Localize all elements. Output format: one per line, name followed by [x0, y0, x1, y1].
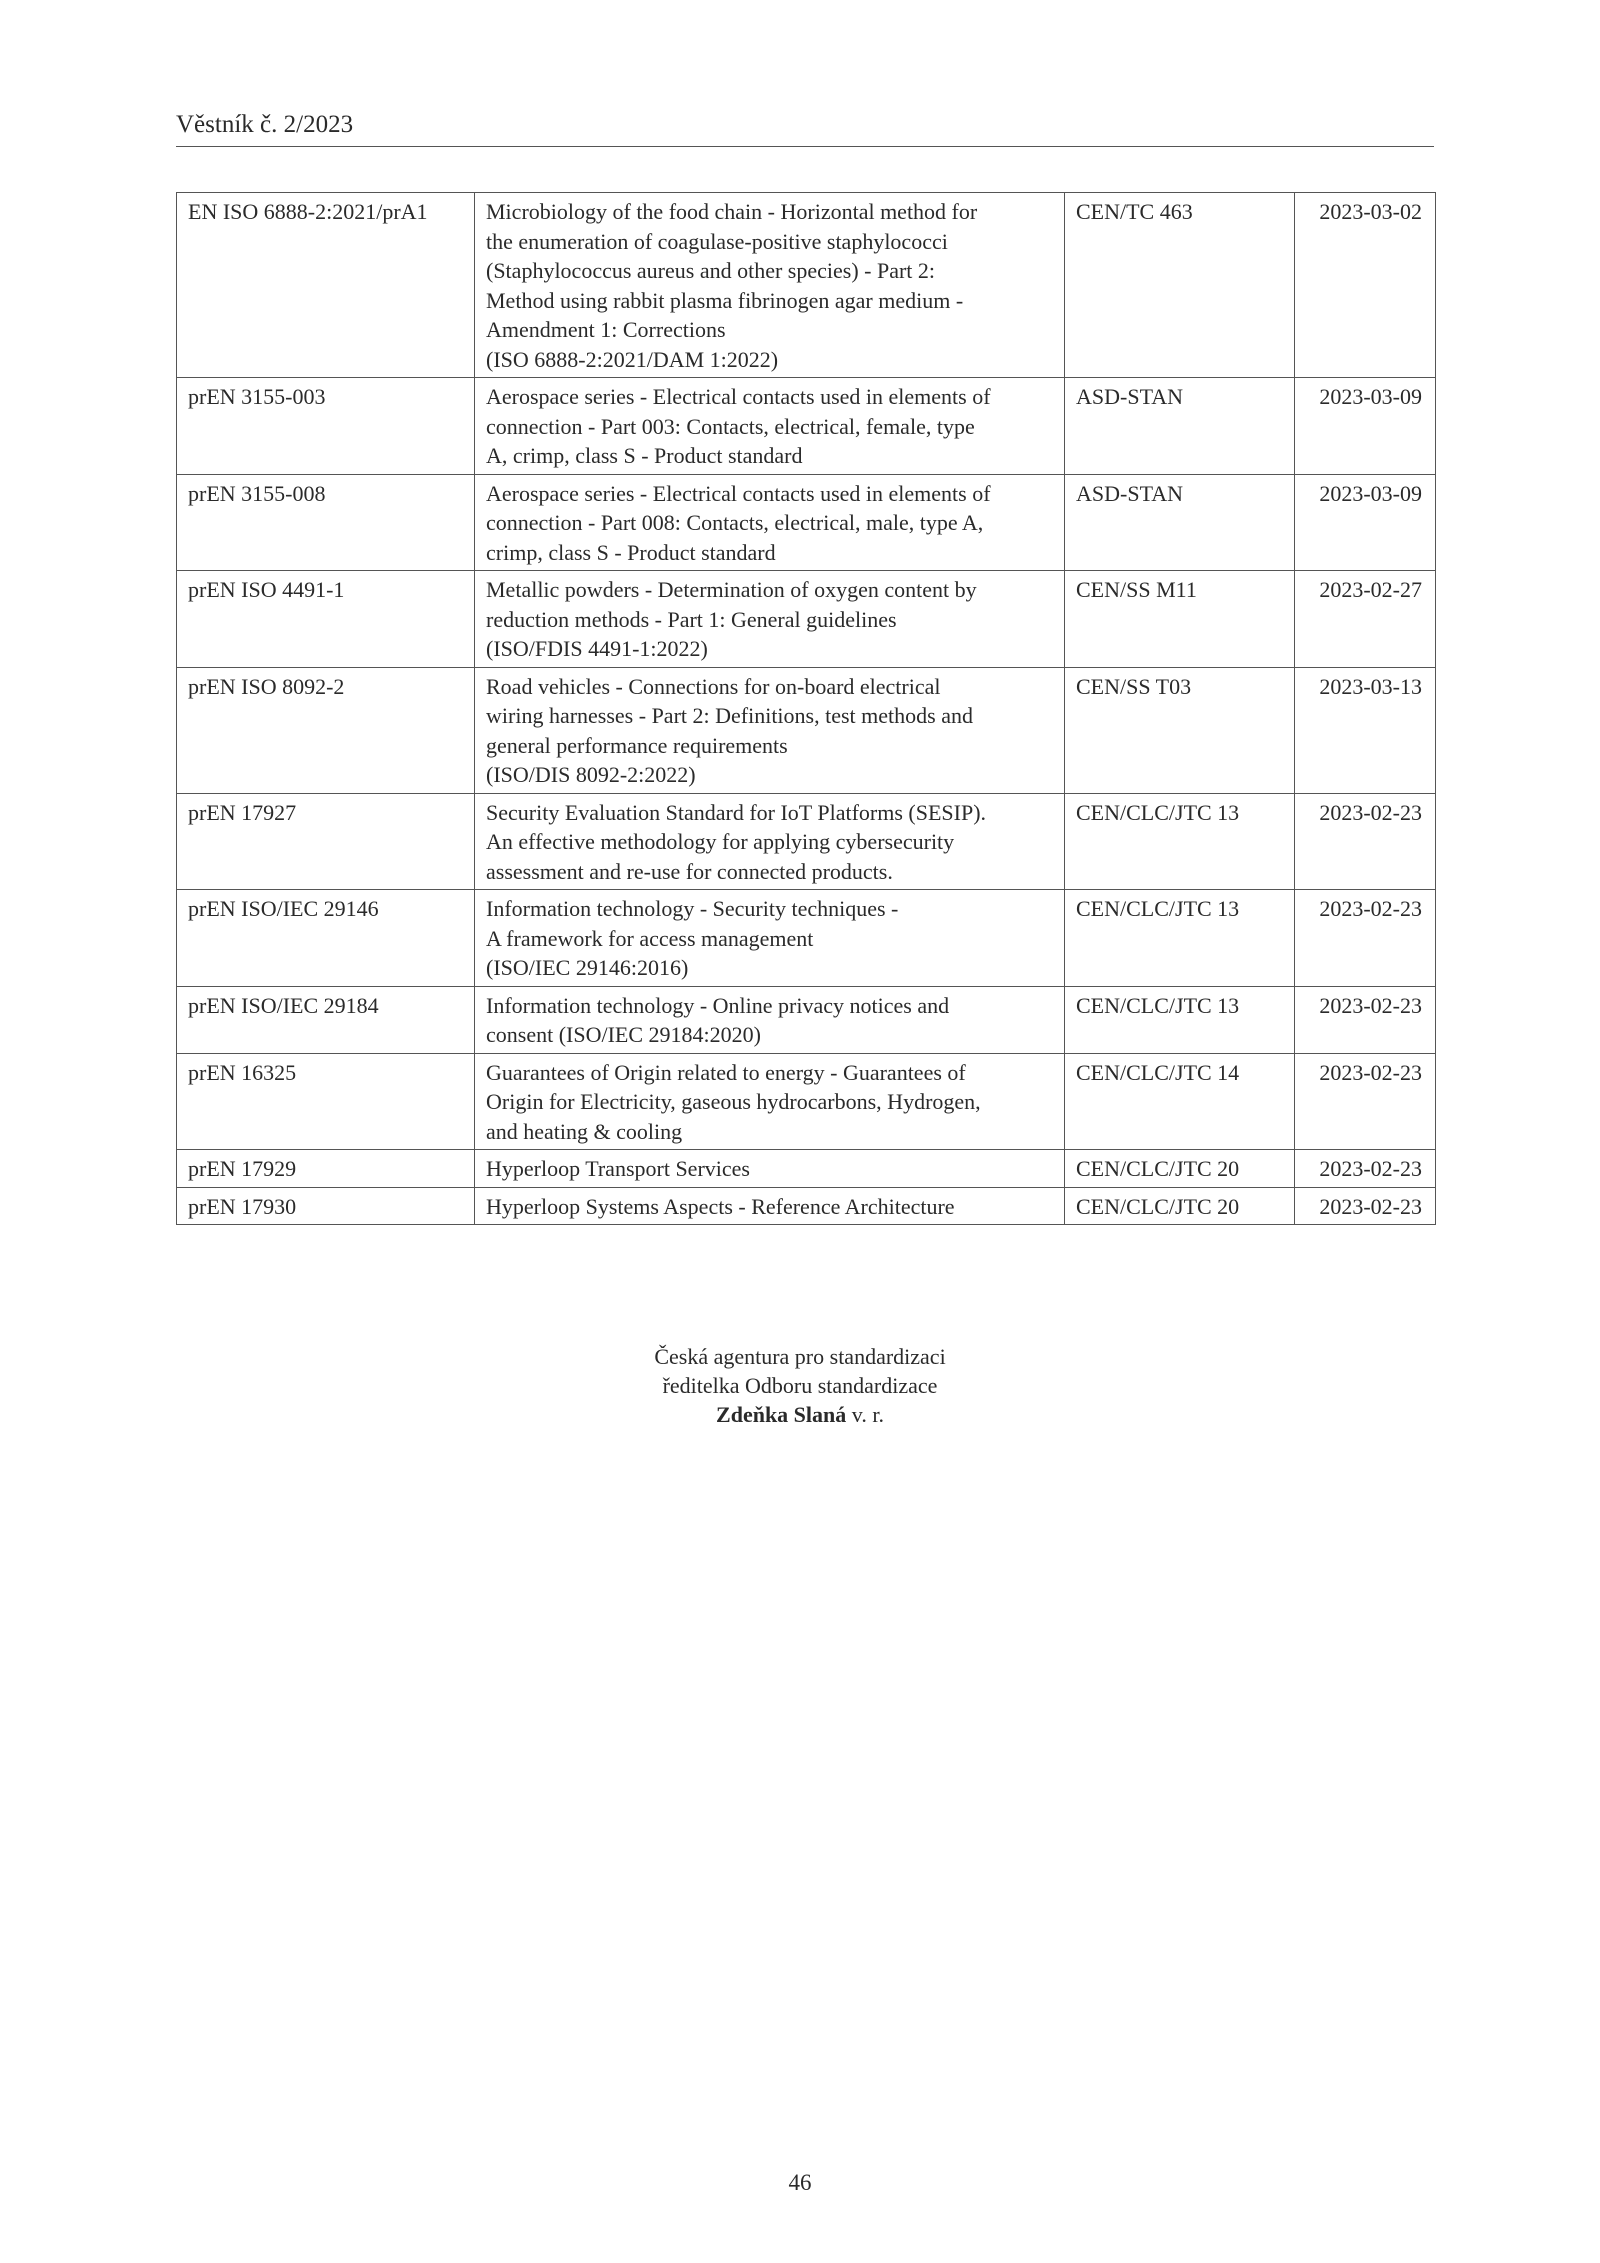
date-cell: 2023-02-23 [1295, 1150, 1436, 1188]
standard-title-line: Origin for Electricity, gaseous hydrocarbons, Hydrogen, [486, 1089, 981, 1114]
signature-name: Zdeňka Slaná [716, 1402, 847, 1427]
standard-code-cell: prEN ISO 4491-1 [177, 571, 475, 668]
date-cell: 2023-02-23 [1295, 890, 1436, 987]
standard-title-line: Security Evaluation Standard for IoT Platforms (SESIP). [486, 799, 987, 825]
standard-title-cell [475, 890, 1065, 987]
standard-title-line: Guarantees of Origin related to energy - Guarantees of [486, 1059, 966, 1085]
standard-title-line: Aerospace series - Electrical contacts used in elements of [486, 384, 991, 409]
date-cell: 2023-02-27 [1295, 571, 1436, 668]
standard-title-line: Metallic powders - Determination of oxygen content by [486, 577, 977, 602]
standard-title-line: Amendment 1: Corrections [486, 317, 726, 342]
standard-title-line: (ISO/FDIS 4491-1:2022) [486, 636, 708, 661]
date-cell: 2023-02-23 [1295, 1053, 1436, 1150]
table-row [177, 793, 1436, 890]
standard-title-line: Road vehicles - Connections for on-board electrical [486, 673, 941, 699]
standard-title-line: general performance requirements [486, 732, 788, 758]
standard-title-line: A framework for access management [486, 925, 814, 951]
standard-code-cell: prEN 3155-003 [177, 378, 475, 475]
table-row [177, 1187, 1436, 1225]
standard-title-cell [475, 571, 1065, 668]
committee-cell: ASD-STAN [1065, 378, 1295, 475]
bulletin-title: Věstník č. 2/2023 [176, 111, 354, 138]
standard-title-line: and heating & cooling [486, 1118, 683, 1144]
standard-title-cell [475, 193, 1065, 378]
date-cell: 2023-02-23 [1295, 793, 1436, 890]
page-number: 46 [788, 2170, 812, 2195]
signature-block [0, 1342, 1600, 1429]
standard-title-line: (ISO 6888-2:2021/DAM 1:2022) [486, 346, 779, 372]
standard-title-line: An effective methodology for applying cybersecurity [486, 829, 955, 854]
standard-title-line: connection - Part 008: Contacts, electrical, male, type A, [486, 510, 984, 535]
standard-title-line: wiring harnesses - Part 2: Definitions, test methods and [486, 703, 973, 728]
committee-cell: CEN/SS M11 [1065, 571, 1295, 668]
standard-title-line: reduction methods - Part 1: General guidelines [486, 606, 897, 632]
committee-cell: CEN/CLC/JTC 13 [1065, 890, 1295, 987]
table-row [177, 1053, 1436, 1150]
standard-title-line: assessment and re-use for connected products. [486, 858, 893, 884]
page-header [176, 112, 1434, 147]
committee-cell: CEN/CLC/JTC 13 [1065, 986, 1295, 1053]
table-row [177, 378, 1436, 475]
standard-title-cell [475, 1053, 1065, 1150]
standard-code-cell: prEN ISO/IEC 29184 [177, 986, 475, 1053]
signature-position: ředitelka Odboru standardizace [662, 1373, 938, 1398]
table-body [177, 193, 1436, 1225]
standard-code-cell: prEN ISO 8092-2 [177, 667, 475, 793]
standard-title-line: (Staphylococcus aureus and other species) - Part 2: [486, 258, 936, 283]
standard-title-line: Hyperloop Transport Services [486, 1156, 750, 1181]
standard-code-cell: EN ISO 6888-2:2021/prA1 [177, 193, 475, 378]
standard-code-cell: prEN ISO/IEC 29146 [177, 890, 475, 987]
signature-organization: Česká agentura pro standardizaci [654, 1344, 946, 1369]
standard-title-line: (ISO/DIS 8092-2:2022) [486, 762, 696, 787]
committee-cell: CEN/CLC/JTC 20 [1065, 1187, 1295, 1225]
standard-title-line: Hyperloop Systems Aspects - Reference Architecture [486, 1193, 955, 1219]
committee-cell: ASD-STAN [1065, 474, 1295, 571]
committee-cell: CEN/CLC/JTC 14 [1065, 1053, 1295, 1150]
standard-code-cell: prEN 16325 [177, 1053, 475, 1150]
standard-title-line: Information technology - Security techniques - [486, 896, 899, 921]
date-cell: 2023-03-02 [1295, 193, 1436, 378]
table-row [177, 1150, 1436, 1188]
date-cell: 2023-02-23 [1295, 1187, 1436, 1225]
standard-code-cell: prEN 17927 [177, 793, 475, 890]
standards-table [176, 192, 1436, 1225]
table-row [177, 474, 1436, 571]
standard-code-cell: prEN 3155-008 [177, 474, 475, 571]
standard-title-cell [475, 1187, 1065, 1225]
table-row [177, 193, 1436, 378]
standard-title-line: A, crimp, class S - Product standard [486, 443, 803, 468]
standard-title-cell [475, 378, 1065, 475]
committee-cell: CEN/TC 463 [1065, 193, 1295, 378]
date-cell: 2023-02-23 [1295, 986, 1436, 1053]
standard-title-line: consent (ISO/IEC 29184:2020) [486, 1022, 761, 1047]
standard-title-line: the enumeration of coagulase-positive staphylococci [486, 228, 948, 254]
standard-title-line: Information technology - Online privacy notices and [486, 992, 950, 1018]
date-cell: 2023-03-09 [1295, 378, 1436, 475]
standard-code-cell: prEN 17930 [177, 1187, 475, 1225]
standard-title-cell [475, 667, 1065, 793]
committee-cell: CEN/CLC/JTC 20 [1065, 1150, 1295, 1188]
standard-title-cell [475, 474, 1065, 571]
standard-title-line: (ISO/IEC 29146:2016) [486, 955, 689, 980]
signature-suffix: v. r. [846, 1402, 884, 1427]
standard-title-line: Method using rabbit plasma fibrinogen agar medium - [486, 287, 964, 313]
standard-title-cell [475, 793, 1065, 890]
standard-title-cell [475, 1150, 1065, 1188]
table-row [177, 986, 1436, 1053]
committee-cell: CEN/CLC/JTC 13 [1065, 793, 1295, 890]
date-cell: 2023-03-09 [1295, 474, 1436, 571]
signature-name-line [0, 1400, 1600, 1429]
standard-title-line: connection - Part 003: Contacts, electrical, female, type [486, 413, 975, 439]
standard-title-line: crimp, class S - Product standard [486, 539, 776, 565]
standard-title-line: Microbiology of the food chain - Horizontal method for [486, 199, 978, 224]
table-row [177, 571, 1436, 668]
date-cell: 2023-03-13 [1295, 667, 1436, 793]
standard-title-cell [475, 986, 1065, 1053]
standard-title-line: Aerospace series - Electrical contacts used in elements of [486, 480, 991, 506]
standard-code-cell: prEN 17929 [177, 1150, 475, 1188]
table-row [177, 890, 1436, 987]
table-row [177, 667, 1436, 793]
committee-cell: CEN/SS T03 [1065, 667, 1295, 793]
